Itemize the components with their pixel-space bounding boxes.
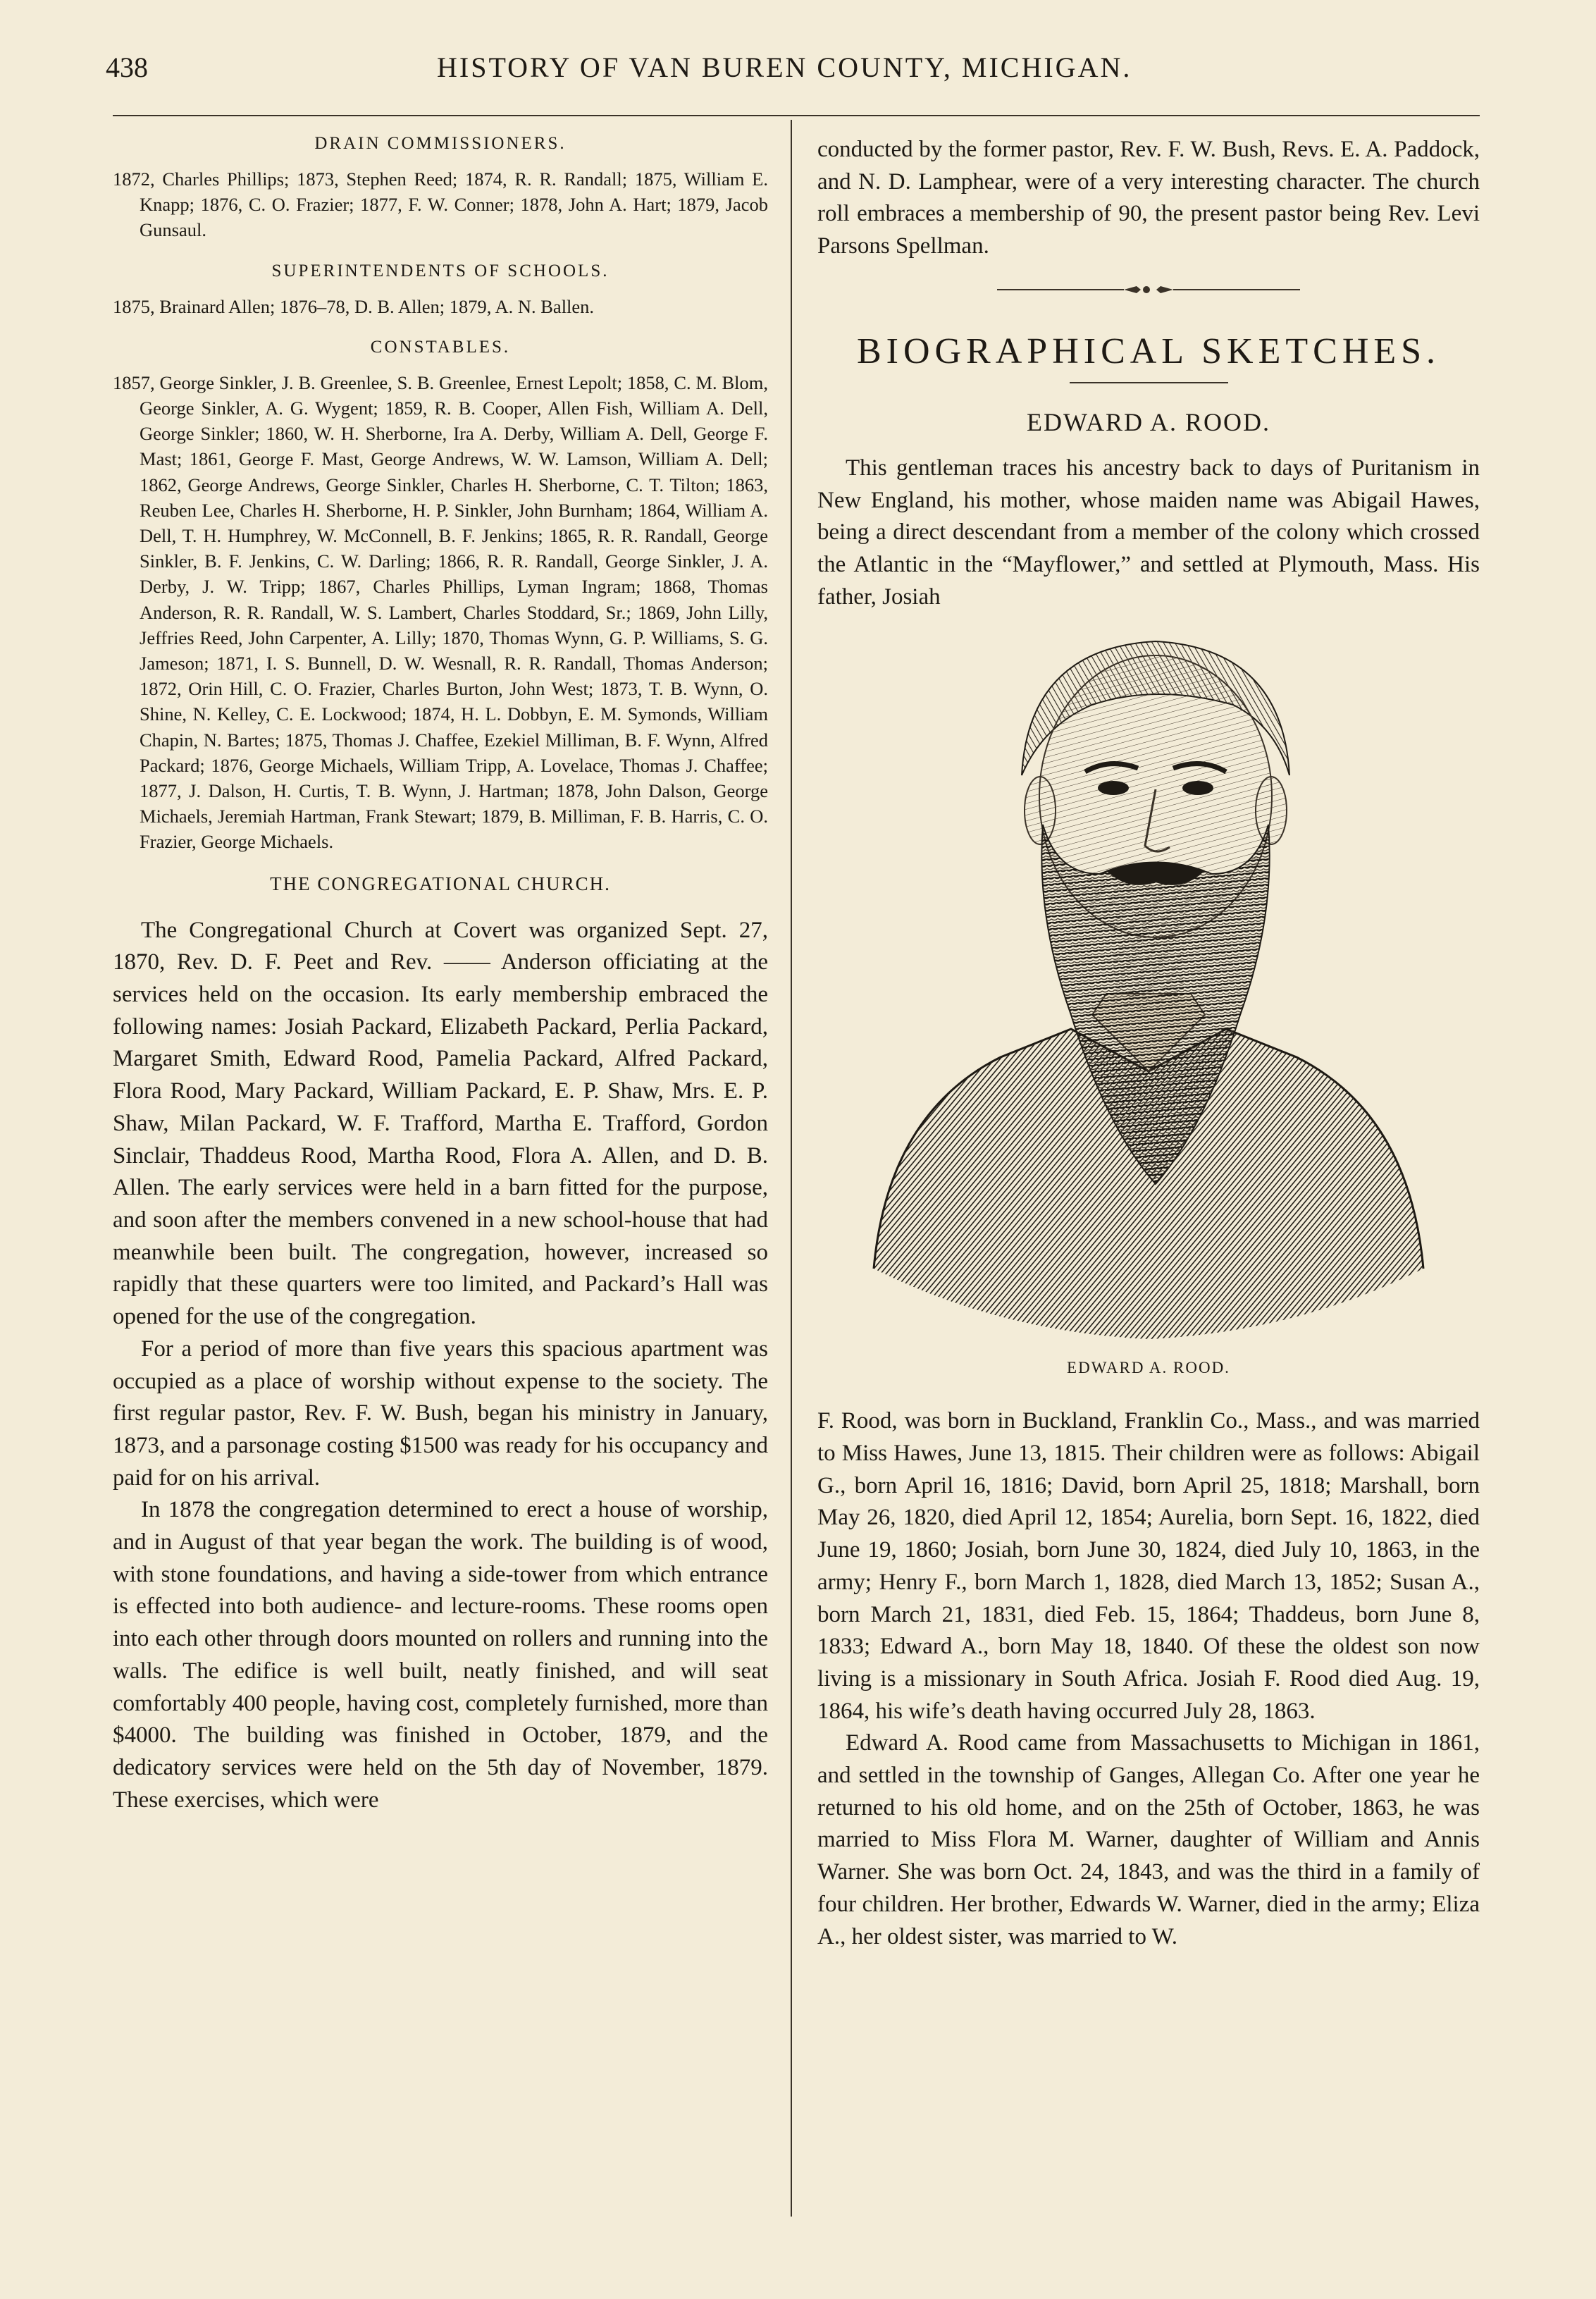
page-number: 438 bbox=[106, 51, 148, 83]
portrait-engraving bbox=[860, 620, 1437, 1346]
biographical-sketches-title: BIOGRAPHICAL SKETCHES. bbox=[856, 331, 1441, 371]
church-paragraph: The Congregational Church at Covert was organized Sept. 27, 1870, Rev. D. F. Peet and Rev. —— Anderson officiating at the services held on the occasion. Its early membership embraced the following names: Josiah Packard, Elizabeth Packard, Perlia Packard, Margaret Smith, Edward Rood, Pamelia Packard, Alfred Packard, Flora Rood, Mary Packard, William Packard, E. P. Shaw, Mrs. E. P. Shaw, Milan Packard, W. F. Trafford, Martha E. Trafford, Gordon Sinclair, Thaddeus Rood, Martha Rood, Flora A. Allen, and D. B. Allen. The early services were held in a barn fitted for the purpose, and soon after the members convened in a new school-house that had meanwhile been built. The congregation, however, increased so rapidly that these quarters were too limited, and Packard’s Hall was opened for the use of the congregation. bbox=[113, 917, 768, 1330]
superintendents-heading: SUPERINTENDENTS OF SCHOOLS. bbox=[271, 261, 610, 281]
portrait-caption: EDWARD A. ROOD. bbox=[1067, 1359, 1230, 1377]
ornament-divider bbox=[997, 283, 1300, 297]
church-paragraph: For a period of more than five years this spacious apartment was occupied as a place of worship without expense to the society. The first regular pastor, Rev. F. W. Bush, began his ministry in January, 1873, and a parsonage costing $1500 was ready for his occupancy and paid for on his arrival. bbox=[113, 1336, 768, 1491]
left-column bbox=[113, 134, 768, 1816]
portrait-illustration bbox=[860, 620, 1437, 1346]
right-column bbox=[817, 134, 1480, 1953]
bio-paragraph: F. Rood, was born in Buckland, Franklin Co., Mass., and was married to Miss Hawes, June 13, 1815. Their children were as follows: Abigail G., born April 16, 1816; David, born April 25, 1818; Marshall, born May 26, 1820, died April 12, 1854; Aurelia, born Sept. 16, 1822, died June 19, 1860; Josiah, born June 30, 1824, died July 10, 1863, in the army; Henry F., born March 1, 1828, died March 13, 1852; Susan A., born March 21, 1831, died Feb. 15, 1864; Thaddeus, born June 8, 1833; Edward A., born May 18, 1840. Of these the oldest son now living is a missionary in South Africa. Josiah F. Rood died Aug. 19, 1864, his wife’s death having occurred July 28, 1863. bbox=[817, 1408, 1480, 1724]
page-header bbox=[106, 51, 1480, 100]
header-rule bbox=[113, 115, 1480, 116]
church-continuation: conducted by the former pastor, Rev. F. W. Bush, Revs. E. A. Paddock, and N. D. Lamphear, were of a very interesting character. The church roll embraces a membership of 90, the present pastor being Rev. Levi Parsons Spellman. bbox=[817, 137, 1480, 259]
church-paragraph: In 1878 the congregation determined to erect a house of worship, and in August of that year began the work. The building is of wood, with stone foundations, and having a side-tower from which entrance is effected into both audience- and lecture-rooms. These rooms open into each other through doors mounted on rollers and running into the walls. The edifice is well built, neatly finished, and will seat comfortably 400 people, having cost, completely furnished, more than $4000. The building was finished in October, 1879, and the dedicatory services were held on the 5th day of November, 1879. These exercises, which were bbox=[113, 1497, 768, 1813]
bio-intro: This gentleman traces his ancestry back to days of Puritanism in New England, his mother, whose maiden name was Abigail Hawes, being a direct descendant from a member of the colony which crossed the Atlantic in the “Mayflower,” and settled at Plymouth, Mass. His father, Josiah bbox=[817, 455, 1480, 610]
constables-heading: CONSTABLES. bbox=[370, 337, 511, 357]
drain-commissioners-heading: DRAIN COMMISSIONERS. bbox=[314, 134, 567, 153]
drain-commissioners-list: 1872, Charles Phillips; 1873, Stephen Reed; 1874, R. R. Randall; 1875, William E. Knapp; 1876, C. O. Frazier; 1877, F. W. Conner; 1878, John A. Hart; 1879, Jacob Gunsaul. bbox=[113, 168, 768, 241]
running-title: HISTORY OF VAN BUREN COUNTY, MICHIGAN. bbox=[437, 51, 1132, 83]
superintendents-list: 1875, Brainard Allen; 1876–78, D. B. Allen; 1879, A. N. Ballen. bbox=[113, 295, 595, 317]
constables-list: 1857, George Sinkler, J. B. Greenlee, S. B. Greenlee, Ernest Lepolt; 1858, C. M. Blom, George Sinkler, A. G. Wygent; 1859, R. B. Cooper, Allen Fish, William A. Dell, George Sinkler; 1860, W. H. Sherborne, Ira A. Derby, William A. Dell, George F. Mast; 1861, George F. Mast, George Andrews, W. W. Lamson, William A. Dell; 1862, George Andrews, George Sinkler, Charles H. Sherborne, C. T. Tilton; 1863, Reuben Lee, Charles H. Sherborne, H. P. Sinkler, John Burnham; 1864, William A. Dell, T. H. Humphrey, W. McConnell, B. F. Jenkins; 1865, R. R. Randall, George Sinkler, B. F. Jenkins, C. W. Darling; 1866, R. R. Randall, George Sinkler, J. A. Derby, J. W. Tripp; 1867, Charles Phillips, Lyman Ingram; 1868, Thomas Anderson, R. R. Randall, W. S. Lambert, Charles Stoddard, Sr.; 1869, John Lilly, Jeffries Reed, John Carpenter, A. Lilly; 1870, Thomas Wynn, G. P. Williams, S. G. Jameson; 1871, I. S. Bunnell, D. W. Wesnall, R. R. Randall, Thomas Anderson; 1872, Orin Hill, C. O. Frazier, Charles Burton, John West; 1873, T. B. Wynn, O. Shine, N. Kelley, C. E. Lockwood; 1874, H. L. Dobbyn, E. M. Symonds, William Chapin, N. Bartes; 1875, Thomas J. Chaffee, Ezekiel Milliman, B. F. Wynn, Alfred Packard; 1876, George Michaels, William Tripp, A. Lovelace, Thomas J. Chaffee; 1877, J. Dalson, H. Curtis, T. B. Wynn, J. Hartman; 1878, John Dalson, George Michaels, Jeremiah Hartman, Frank Stewart; 1879, B. Milliman, F. B. Harris, C. O. Frazier, George Michaels. bbox=[113, 371, 768, 853]
bio-paragraph: Edward A. Rood came from Massachusetts to Michigan in 1861, and settled in the township of Ganges, Allegan Co. After one year he returned to his old home, and on the 25th of October, 1863, he was married to Miss Flora M. Warner, daughter of William and Annis Warner. She was born Oct. 24, 1843, and was the third in a family of four children. Her brother, Edwards W. Warner, died in the army; Eliza A., her oldest sister, was married to W. bbox=[817, 1730, 1480, 1949]
church-heading: THE CONGREGATIONAL CHURCH. bbox=[270, 873, 611, 894]
subject-name-heading: EDWARD A. ROOD. bbox=[1026, 407, 1270, 436]
title-rule bbox=[1070, 382, 1228, 383]
column-divider bbox=[791, 120, 792, 2217]
